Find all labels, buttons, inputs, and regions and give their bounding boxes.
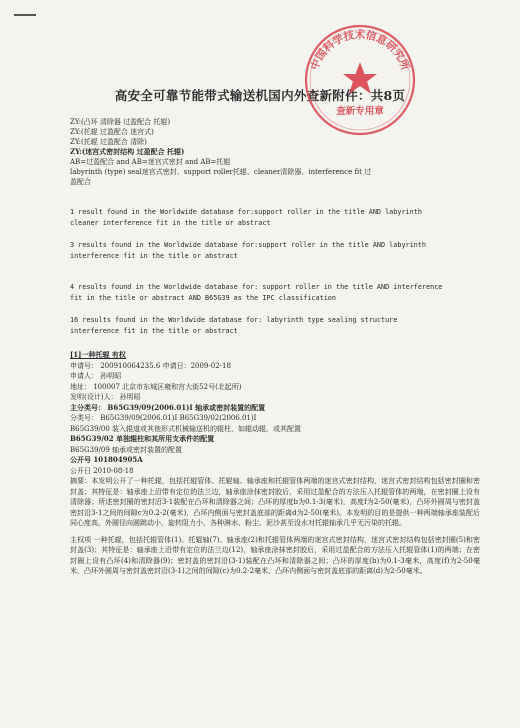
result-line: 1 result found in the Worldwide database for:support roller in the title AND labyrinth	[70, 208, 422, 216]
page-title: 高安全可靠节能带式输送机国内外查新附件：共8页	[114, 88, 406, 103]
record-inventor: 发明(设计)人： 孙明昭	[70, 393, 141, 401]
search-result-4	[70, 315, 480, 337]
record-class-desc: B65G39/00 装入辊道或其他形式机械输送机的辊柱，如辊动辊，或其配置	[70, 424, 302, 433]
record-app-no: 申请号： 200910064235.6 申请日：2009-02-18	[70, 361, 231, 370]
record-pub-no: 公开号 101804905A	[70, 455, 143, 464]
record-class-no: 分类号： B65G39/09(2006.01)I B65G39/02(2006.01)I	[70, 414, 257, 422]
search-result-3	[70, 282, 480, 304]
record-class-desc: B65G39/02 单独辊柱和其所用支承件的配置	[70, 434, 215, 443]
result-line: 16 results found in the Worldwide database for: labyrinth type sealing structure	[70, 316, 398, 324]
seal-star-icon	[343, 62, 377, 94]
keyword-line: ZY:(托辊 过盈配合 清除)	[70, 138, 147, 146]
result-line: interference fit in the title or abstract	[70, 327, 238, 335]
search-result-2	[70, 240, 480, 262]
record-main-class: 主分类号： B65G39/09(2006.01)I 轴承或密封装置的配置	[70, 402, 266, 412]
record-heading: [1]一种托辊 有权	[70, 350, 126, 359]
keyword-line: ZY:(迷宫式密封结构 过盈配合 托辊)	[70, 147, 185, 156]
result-line: cleaner interference fit in the title or abstract	[70, 219, 271, 227]
keyword-line: ZY:(凸环 清除器 过盈配合 托辊)	[70, 118, 171, 126]
result-line: interference fit in the title or abstract	[70, 252, 238, 260]
search-keywords	[70, 117, 480, 187]
keyword-line: labyrinth (type) seal迷宫式密封、support roller托辊、cleaner清除器、interference fit 过	[70, 168, 372, 176]
seal-inner-text: 查新专用章	[336, 106, 384, 117]
record-class-desc: B65G39/09 轴承或密封装置的配置	[70, 445, 183, 454]
record-applicant: 申请人： 孙明昭	[70, 372, 122, 380]
record-claims: 主权项 一种托辊，包括托辊管体(1)、托辊轴(7)、轴承座(2)和托辊管体两端的迷宫式密封结构，迷宫式密封结构包括密封圈(5)和密封盖(3)；其特征是：轴承座上沿带有定位的法兰边(12)，轴承座涂抹密封胶后，采用过盈配合的方法压入托辊管体(1)的两端；在密封圈上设有凸环(4)和清除器(9)；密封盖的密封沿(3-1)装配在凸环和清除器之间；凸环的厚度(b)为0.1-3毫米，高度(f)为2-50毫米，凸环外圆周与密封盖密封沿(3-1)之间的间隙(c)为0.2-2毫米，凸环内侧面与密封盖底部的距离(d)为2-50毫米。	[70, 535, 480, 575]
corner-mark	[14, 14, 36, 16]
record-abstract: 摘要：本发明公开了一种托辊，包括托辊管体、托辊轴、轴承座和托辊管体两端的迷宫式密封结构，迷宫式密封结构包括密封圈和密封盖；其特征是：轴承座上沿带有定位的法兰边，轴承座涂抹密封胶后，采用过盈配合的方法压入托辊管体的两端，在密封圈上设有清除器；所述密封圈的密封沿3-1装配在凸环和清除器之间；凸环的厚度b为0.1-3(毫米)，高度f为2-50(毫米)，凸环外圆周与密封盖密封沿3-1之间的间隙c为0.2-2(毫米)，凸环内侧面与密封盖底部的距离d为2-50(毫米)。本发明的目的是提供一种两端轴承座装配后同心度高，外圆径向圆跳动小，旋转阻力小，各种淋水、粉尘、泥沙甚至没水对托辊轴承几乎无污染的托辊。	[70, 477, 480, 527]
result-line: 4 results found in the Worldwide database for: support roller in the title AND interference	[70, 283, 443, 291]
keyword-line: 盈配合	[70, 178, 91, 186]
result-line: fit in the title or abstract AND B65G39 as the IPC classification	[70, 294, 336, 302]
record-pub-date: 公开日 2010-08-18	[70, 466, 134, 475]
record-address: 地址： 100007 北京市东城区雍和宫大街52号(北起所)	[70, 382, 242, 391]
search-result-1	[70, 207, 480, 229]
seal-outer-text: 中国科学技术信息研究所	[308, 28, 412, 72]
patent-record	[70, 350, 480, 577]
keyword-line: ZY:(托辊 过盈配合 迷宫式)	[70, 128, 154, 136]
keyword-line: AB=过盈配合 and AB=迷宫式密封 and AB=托辊	[70, 158, 231, 166]
result-line: 3 results found in the Worldwide database for:support roller in the title AND labyrinth	[70, 241, 427, 249]
